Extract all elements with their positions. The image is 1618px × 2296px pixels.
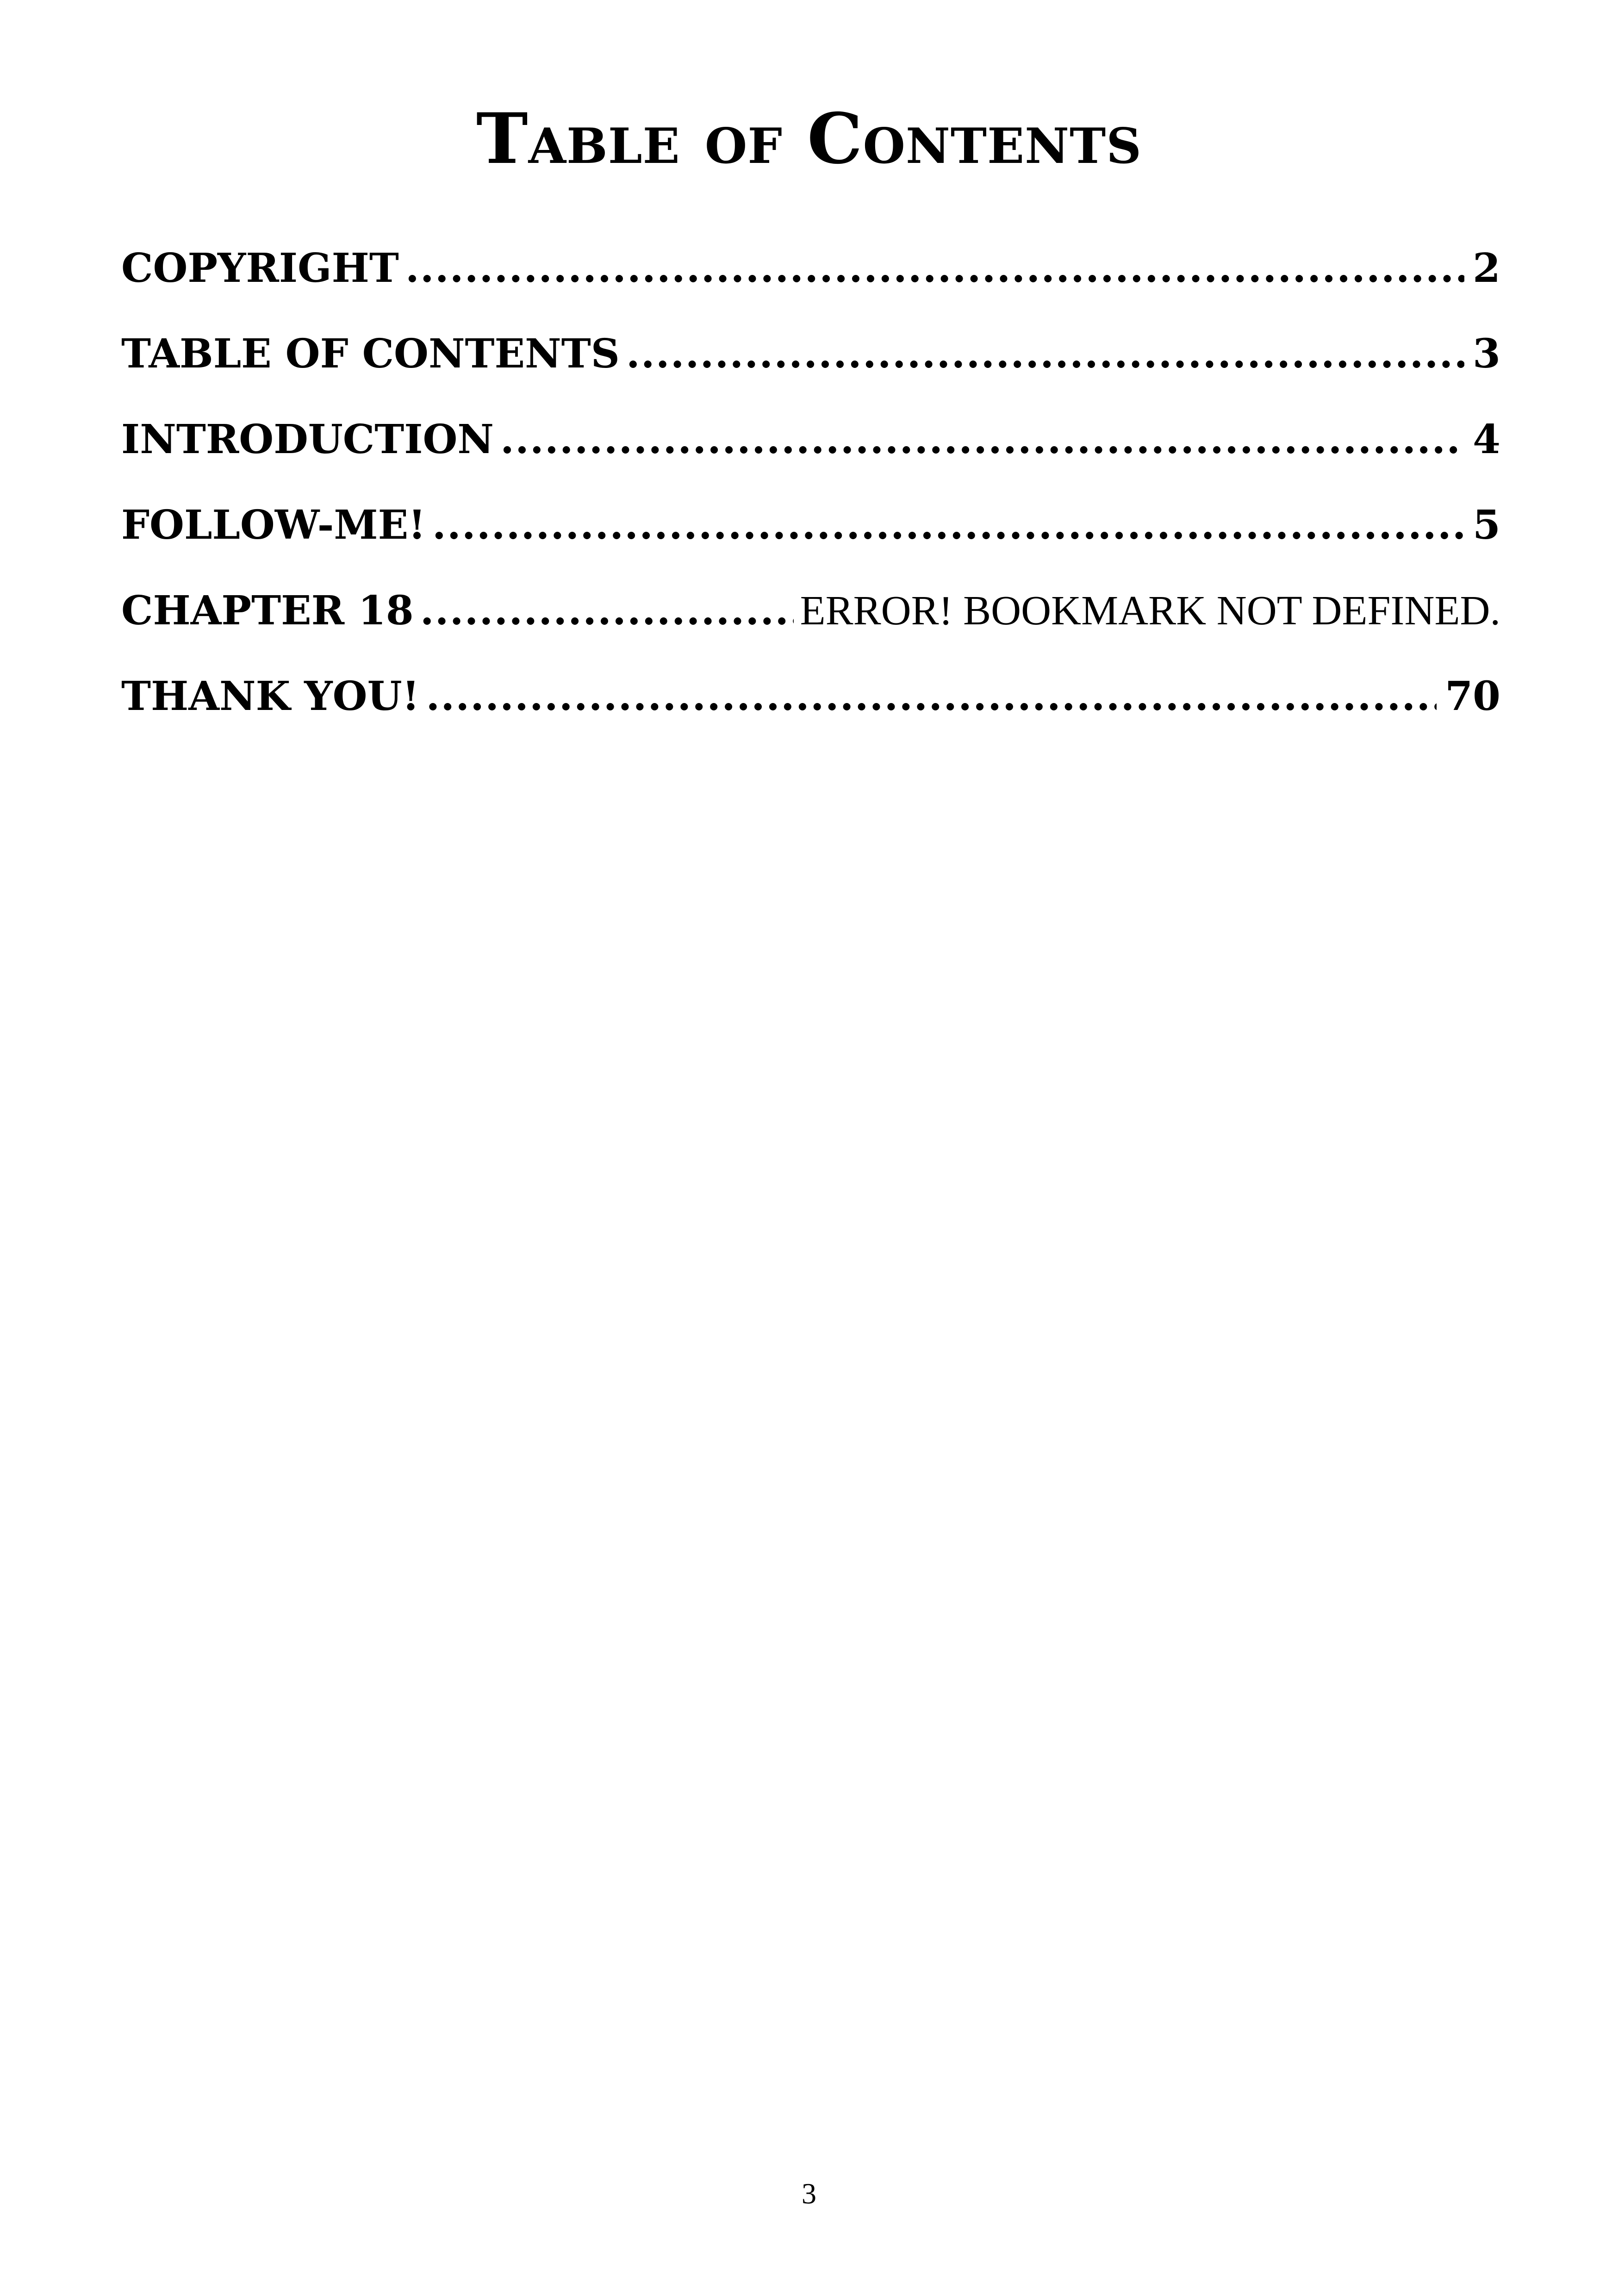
toc-entry-page: 2 — [1473, 245, 1500, 292]
toc-entry-label: INTRODUCTION — [121, 416, 494, 463]
toc-entry-thank-you[interactable] — [121, 662, 1500, 747]
toc-entry-label: FOLLOW-ME! — [121, 502, 426, 548]
toc-dot-leader — [405, 234, 1464, 303]
page-number: 3 — [802, 2177, 816, 2210]
toc-entry-table-of-contents[interactable] — [121, 319, 1500, 405]
toc-dot-leader — [432, 491, 1464, 560]
toc-dot-leader — [500, 405, 1464, 474]
toc-entry-introduction[interactable] — [121, 405, 1500, 491]
toc-dot-leader — [426, 662, 1437, 731]
toc-entry-label: THANK YOU! — [121, 673, 420, 720]
toc-entry-page: 70 — [1445, 673, 1500, 720]
toc-entry-label: COPYRIGHT — [121, 245, 399, 292]
toc-entry-error-text: ERROR! BOOKMARK NOT DEFINED. — [800, 588, 1500, 634]
toc-entry-label: TABLE OF CONTENTS — [121, 330, 620, 377]
toc-entry-label: CHAPTER 18 — [121, 587, 414, 634]
page-title: Table of Contents — [476, 98, 1142, 180]
toc-entry-chapter-18[interactable] — [121, 576, 1500, 662]
toc-entry-page: 4 — [1473, 416, 1500, 463]
toc-entry-follow-me[interactable] — [121, 491, 1500, 576]
toc-list — [121, 234, 1500, 747]
toc-dot-leader — [420, 576, 794, 646]
toc-dot-leader — [626, 319, 1464, 389]
toc-entry-page: 5 — [1473, 502, 1500, 548]
toc-entry-page: 3 — [1473, 330, 1500, 377]
toc-entry-copyright[interactable] — [121, 234, 1500, 319]
